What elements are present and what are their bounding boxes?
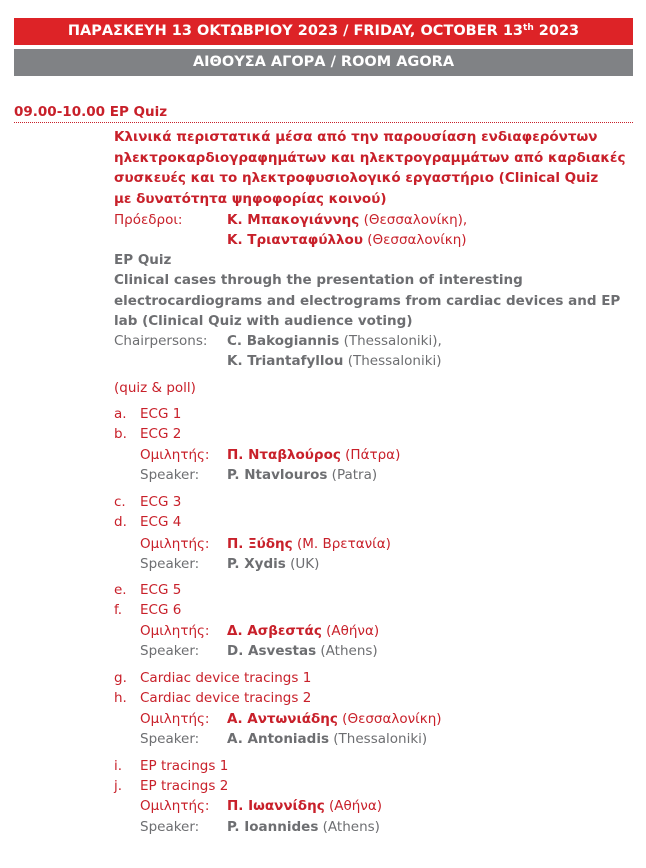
- en-speaker: [227, 817, 380, 837]
- chair-city: (Θεσσαλονίκη): [362, 232, 467, 248]
- list-item: ECG 2: [140, 426, 182, 442]
- list-item: EP tracings 1: [140, 758, 229, 774]
- list-item-letter: h.: [114, 690, 127, 706]
- gr-title-line: με δυνατότητα ψηφοφορίας κοινού): [114, 191, 387, 207]
- list-item: EP tracings 2: [140, 778, 229, 794]
- en-chairs-label: Chairpersons:: [114, 333, 208, 349]
- en-session-name: EP Quiz: [114, 252, 172, 268]
- session-name: EP Quiz: [109, 104, 168, 120]
- list-item-letter: f.: [114, 602, 123, 618]
- speaker-name: D. Asvestas: [227, 643, 317, 659]
- gr-speaker: [227, 445, 400, 465]
- date-year: 2023: [533, 23, 580, 39]
- list-item-letter: j.: [114, 778, 123, 794]
- list-item-letter: g.: [114, 670, 127, 686]
- chair-city: (Θεσσαλονίκη),: [359, 212, 468, 228]
- speaker-city: (Αθήνα): [324, 798, 383, 814]
- speaker-name: Α. Αντωνιάδης: [227, 711, 338, 727]
- en-speaker-label: Speaker:: [140, 819, 200, 835]
- list-item: ECG 6: [140, 602, 182, 618]
- en-speaker: [227, 554, 319, 574]
- speaker-name: P. Ntavlouros: [227, 467, 328, 483]
- en-speaker: [227, 465, 377, 485]
- list-item: ECG 1: [140, 406, 182, 422]
- en-title-line: electrocardiograms and electrograms from cardiac devices and EP: [114, 293, 621, 309]
- speaker-city: (Πάτρα): [340, 447, 401, 463]
- list-item-letter: d.: [114, 514, 127, 530]
- gr-speaker: [227, 709, 442, 729]
- chair-name: Κ. Μπακογιάννης: [227, 212, 360, 228]
- en-title-line: Clinical cases through the presentation of interesting: [114, 272, 523, 288]
- speaker-city: (Αθήνα): [321, 623, 380, 639]
- gr-chair: [227, 210, 467, 230]
- chair-city: (Thessaloniki): [343, 353, 442, 369]
- speaker-name: Π. Ξύδης: [227, 536, 293, 552]
- speaker-city: (Patra): [327, 467, 378, 483]
- list-item: Cardiac device tracings 1: [140, 670, 312, 686]
- date-text: ΠΑΡΑΣΚΕΥΗ 13 ΟΚΤΩΒΡΙΟΥ 2023 / FRIDAY, OCTOBER 13: [67, 23, 524, 39]
- gr-speaker-label: Ομιλητής:: [140, 623, 210, 639]
- gr-speaker-label: Ομιλητής:: [140, 711, 210, 727]
- speaker-name: P. Xydis: [227, 556, 286, 572]
- gr-speaker-label: Ομιλητής:: [140, 798, 210, 814]
- en-speaker-label: Speaker:: [140, 643, 200, 659]
- chair-name: Κ. Τριανταφύλλου: [227, 232, 363, 248]
- dotted-divider: [14, 122, 633, 123]
- date-banner: [14, 18, 633, 45]
- gr-speaker: [227, 534, 391, 554]
- chair-name: C. Bakogiannis: [227, 333, 340, 349]
- quiz-note: (quiz & poll): [114, 380, 196, 396]
- list-item: ECG 4: [140, 514, 182, 530]
- list-item: ECG 5: [140, 582, 182, 598]
- gr-speaker: [227, 796, 382, 816]
- en-speaker-label: Speaker:: [140, 467, 200, 483]
- gr-title-line: συσκευές και το ηλεκτροφυσιολογικό εργαστήριο (Clinical Quiz: [114, 170, 599, 186]
- list-item-letter: c.: [114, 494, 126, 510]
- en-chair: [227, 331, 442, 351]
- speaker-name: A. Antoniadis: [227, 731, 329, 747]
- gr-speaker: [227, 621, 379, 641]
- speaker-city: (Thessaloniki): [329, 731, 428, 747]
- speaker-city: (UK): [285, 556, 320, 572]
- speaker-city: (Θεσσαλονίκη): [337, 711, 442, 727]
- speaker-name: Π. Νταβλούρος: [227, 447, 341, 463]
- gr-chairs-label: Πρόεδροι:: [114, 212, 183, 228]
- en-speaker: [227, 729, 427, 749]
- list-item: ECG 3: [140, 494, 182, 510]
- list-item-letter: b.: [114, 426, 127, 442]
- list-item-letter: i.: [114, 758, 123, 774]
- list-item-letter: a.: [114, 406, 127, 422]
- speaker-name: Δ. Ασβεστάς: [227, 623, 322, 639]
- en-speaker: [227, 641, 378, 661]
- speaker-city: (Μ. Βρετανία): [292, 536, 391, 552]
- en-speaker-label: Speaker:: [140, 556, 200, 572]
- en-speaker-label: Speaker:: [140, 731, 200, 747]
- speaker-name: P. Ioannides: [227, 819, 319, 835]
- gr-speaker-label: Ομιλητής:: [140, 447, 210, 463]
- en-title-line: lab (Clinical Quiz with audience voting): [114, 313, 413, 329]
- en-chair: [227, 351, 442, 371]
- gr-chair: [227, 230, 467, 250]
- session-time: 09.00-10.00: [14, 104, 106, 120]
- speaker-city: (Athens): [318, 819, 380, 835]
- speaker-city: (Athens): [316, 643, 378, 659]
- list-item: Cardiac device tracings 2: [140, 690, 312, 706]
- gr-title-line: Κλινικά περιστατικά μέσα από την παρουσίαση ενδιαφερόντων: [114, 129, 598, 145]
- list-item-letter: e.: [114, 582, 127, 598]
- gr-speaker-label: Ομιλητής:: [140, 536, 210, 552]
- chair-city: (Thessaloniki),: [339, 333, 442, 349]
- date-suffix: th: [523, 23, 534, 33]
- speaker-name: Π. Ιωαννίδης: [227, 798, 325, 814]
- session-header: [14, 102, 167, 122]
- room-banner: ΑΙΘΟΥΣΑ ΑΓΟΡΑ / ROOM AGORA: [14, 49, 633, 76]
- gr-title-line: ηλεκτροκαρδιογραφημάτων και ηλεκτρογραμμάτων από καρδιακές: [114, 150, 626, 166]
- chair-name: K. Triantafyllou: [227, 353, 344, 369]
